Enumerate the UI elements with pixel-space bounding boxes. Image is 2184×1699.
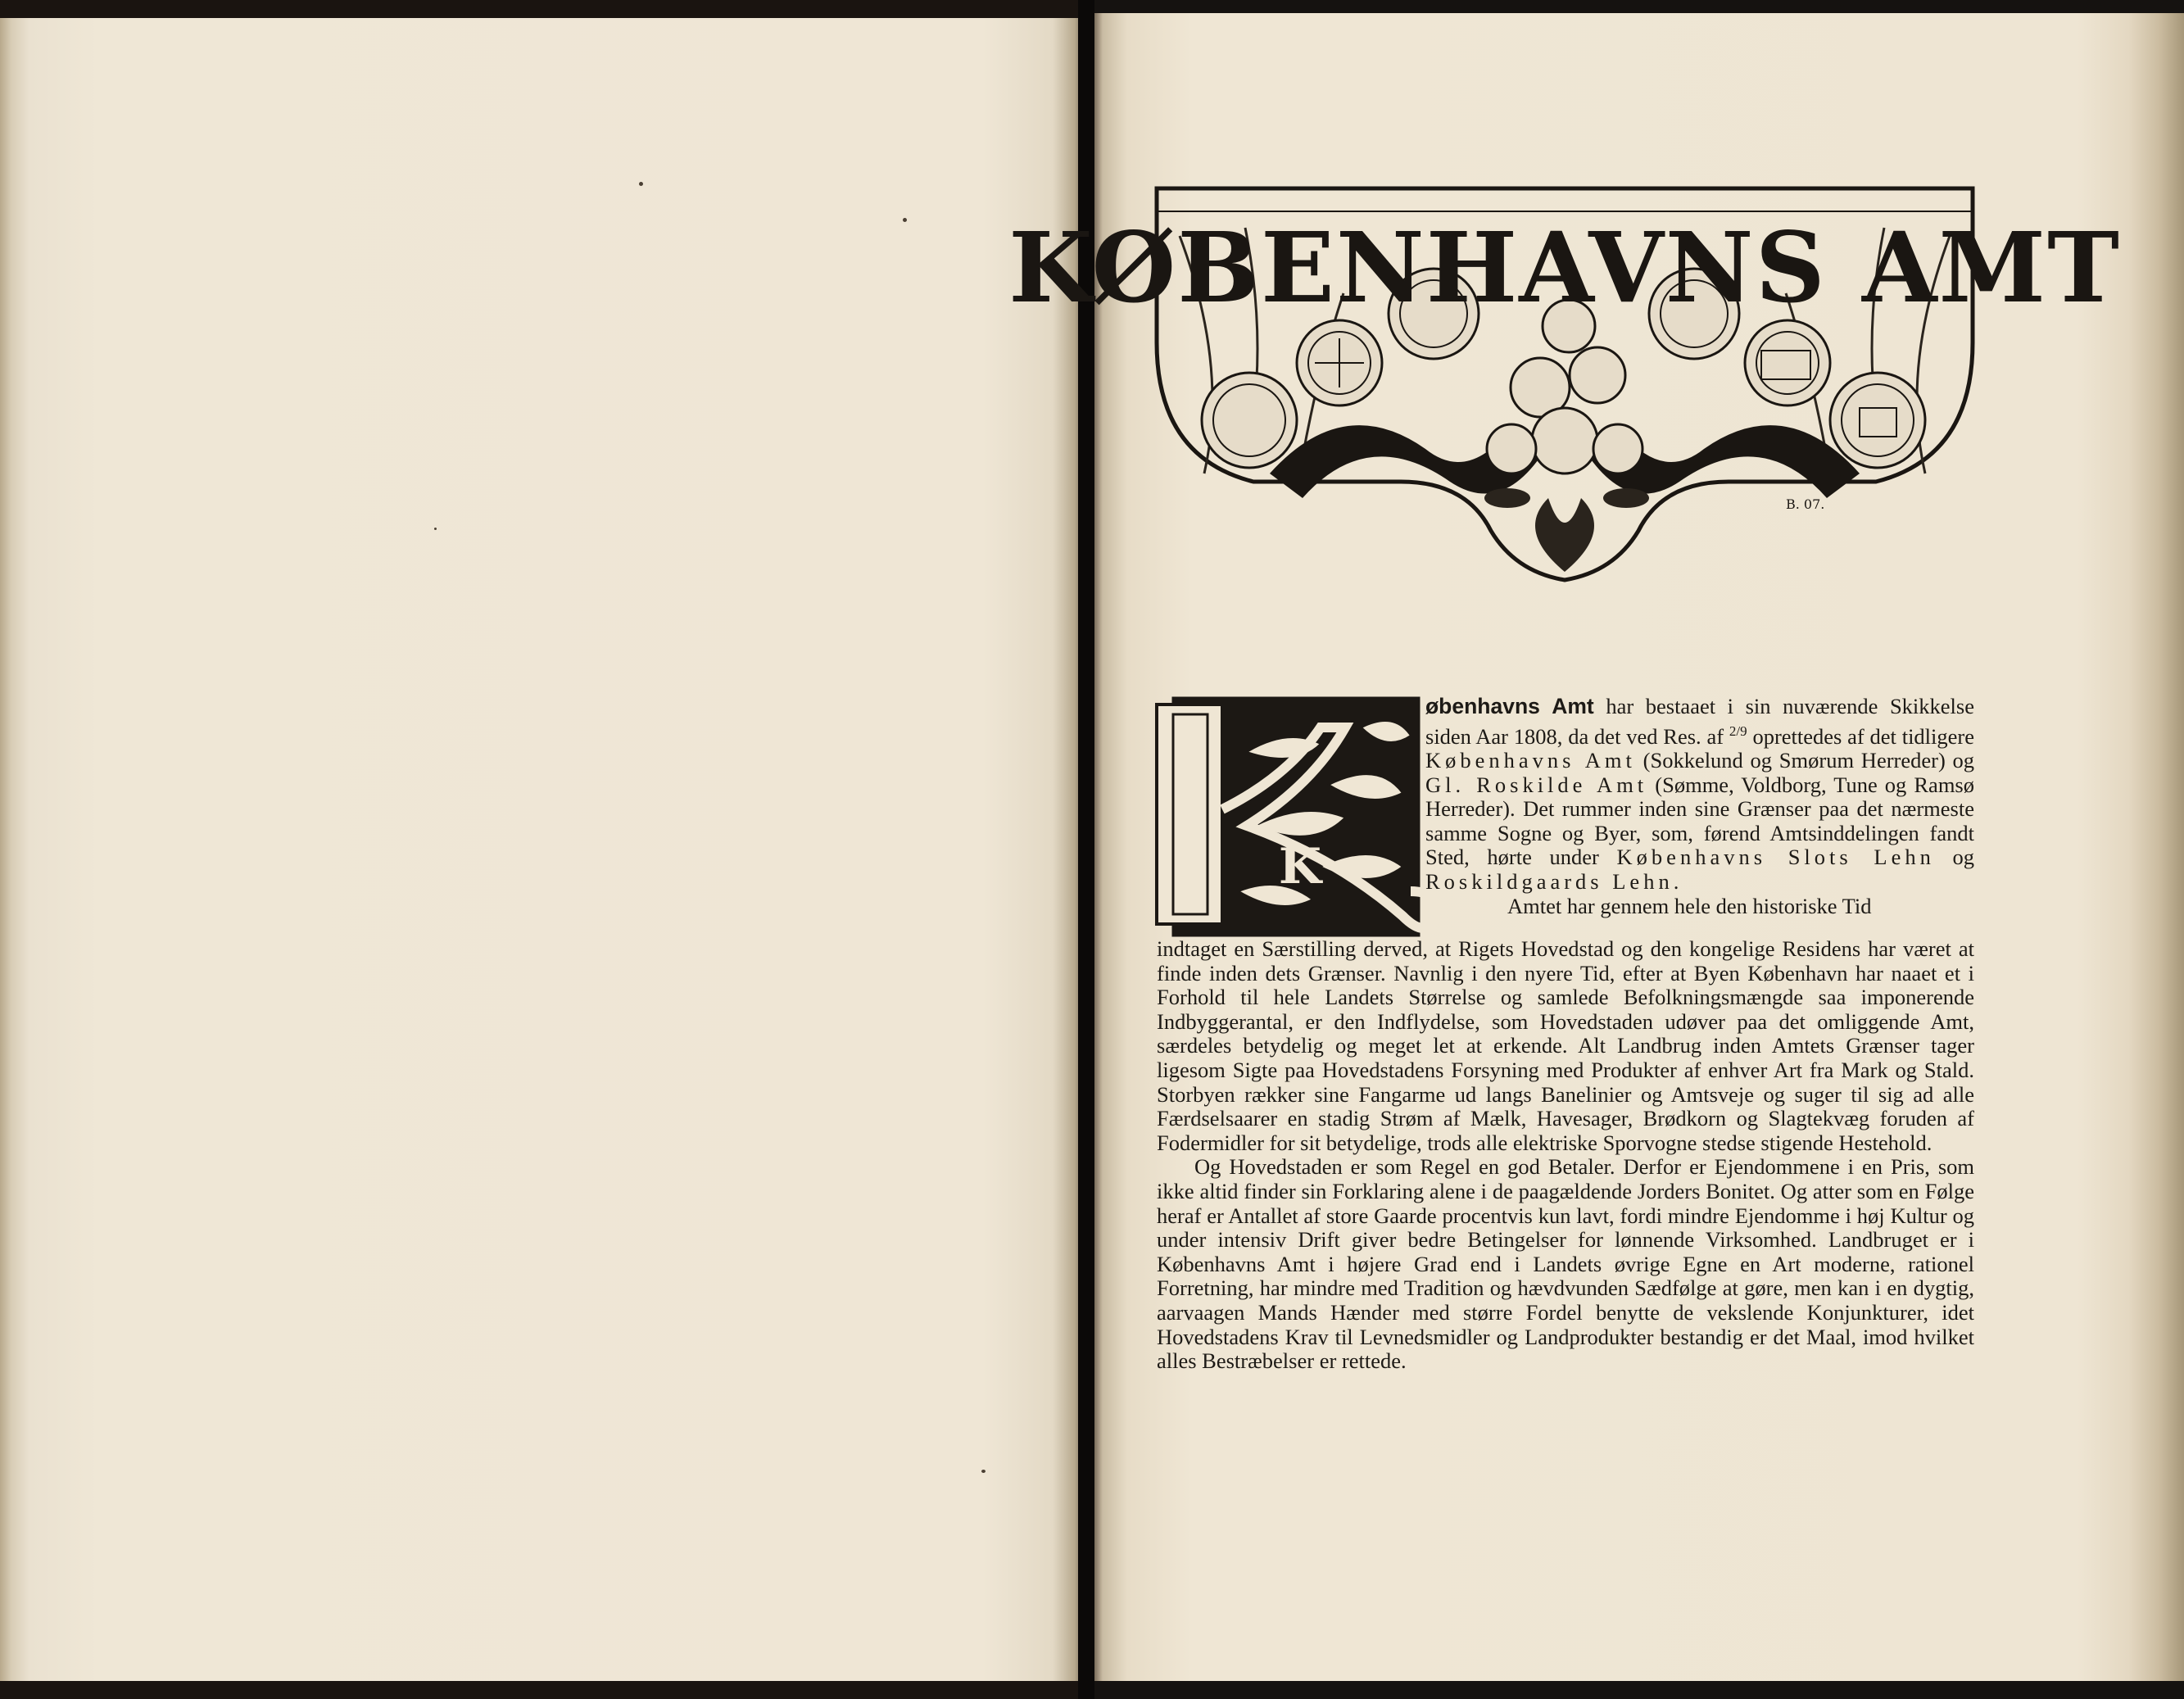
header-ornament [1008, 187, 2121, 584]
paper-speck [903, 218, 907, 222]
paper-speck [434, 528, 437, 530]
intro-text-4: (Sømme, Voldborg, Tune og Ramsø Herreder). Det rummer inden sine Grænser paa det nærmeste samme Sogne og Byer, som, førend Amtsinddelingen fandt Sted, hørte under [1425, 772, 1974, 870]
main-text [1157, 937, 1974, 1374]
intro-text-1: har bestaaet i sin nuværende Skikkelse siden Aar 1808, da det ved Res. af [1425, 694, 1974, 749]
header-title: KØBENHAVNS AMT [1008, 211, 2121, 324]
intro-text-2: oprettedes af det tidligere [1752, 723, 1975, 749]
dropcap-ornament [1157, 695, 1439, 940]
resolution-date: 2/9 [1729, 723, 1747, 739]
left-page-blank [0, 0, 1088, 1699]
intro-paragraph [1425, 695, 1974, 918]
dropcap-graphic [1157, 695, 1439, 940]
header-ornament-graphic [1008, 187, 2121, 584]
intro-lead: øbenhavns Amt [1425, 694, 1594, 718]
paragraph-2-start: Amtet har gennem hele den historiske Tid [1507, 893, 1872, 918]
paper-speck [639, 182, 643, 186]
intro-text-3: (Sokkelund og Smørum Herreder) og [1643, 748, 1975, 773]
paragraph-2-continued: indtaget en Særstilling derved, at Rigets Hovedstad og den kongelige Residens har været at finde inden dets Grænser. Navnlig i den nyere Tid, efter at Byen København har naaet et i Forhold til hele Landets Størrelse og samlede Befolkningsmængde saa imponerende Indbyggerantal, er den Indflydelse, som Hovedstaden udøver paa det omliggende Amt, særdeles betydelig og meget let at erkende. Alt Landbrug inden Amtets Grænser tager ligesom Sigte paa Hovedstadens Forsyning med Produkter af enhver Art fra Mark og Stald. Storbyen rækker sine Fangarme ud langs Banelinier og Amtsveje og suger til sig ad alle Færdselsaarer en stadig Strøm af Mælk, Havesager, Brødkorn og Slagtekvæg foruden af Fodermidler for sit betydelige, trods alle elektriske Sporvogne stedse stigende Hestehold. [1157, 936, 1974, 1155]
name-roskildgaards-lehn: Roskildgaards Lehn. [1425, 868, 1683, 894]
name-kobenhavns-amt: Københavns Amt [1425, 748, 1636, 773]
paper-speck [981, 1470, 986, 1473]
artist-signature: B. 07. [1786, 496, 1825, 512]
name-slots-lehn: Københavns Slots Lehn [1616, 845, 1935, 870]
paragraph-3: Og Hovedstaden er som Regel en god Betaler. Derfor er Ejendommene i en Pris, som ikke altid finder sin Forklaring alene i de paagældende Jorders Bonitet. Og atter som en Følge heraf er Antallet af store Gaarde procentvis kun lavt, fordi mindre Ejendomme i høj Kultur og under intensiv Drift giver bedre Betingelser for lønnende Virksomhed. Landbruget er i Københavns Amt i højere Grad end i Landets øvrige Egne en Art moderne, rationel Forretning, har mindre med Tradition og hævdvunden Sædfølge at gøre, men kan i en dygtig, aarvaagen Mands Hænder med større Fordel benytte de vekslende Konjunkturer, idet Hovedstadens Krav til Levnedsmidler og Landprodukter bestandig er det Maal, imod hvilket alles Bestræbelser er rettede. [1157, 1154, 1974, 1374]
name-roskilde-amt: Gl. Roskilde Amt [1425, 772, 1648, 797]
intro-text-5: og [1952, 845, 1975, 870]
dropcap-letter: K [1278, 838, 1322, 895]
